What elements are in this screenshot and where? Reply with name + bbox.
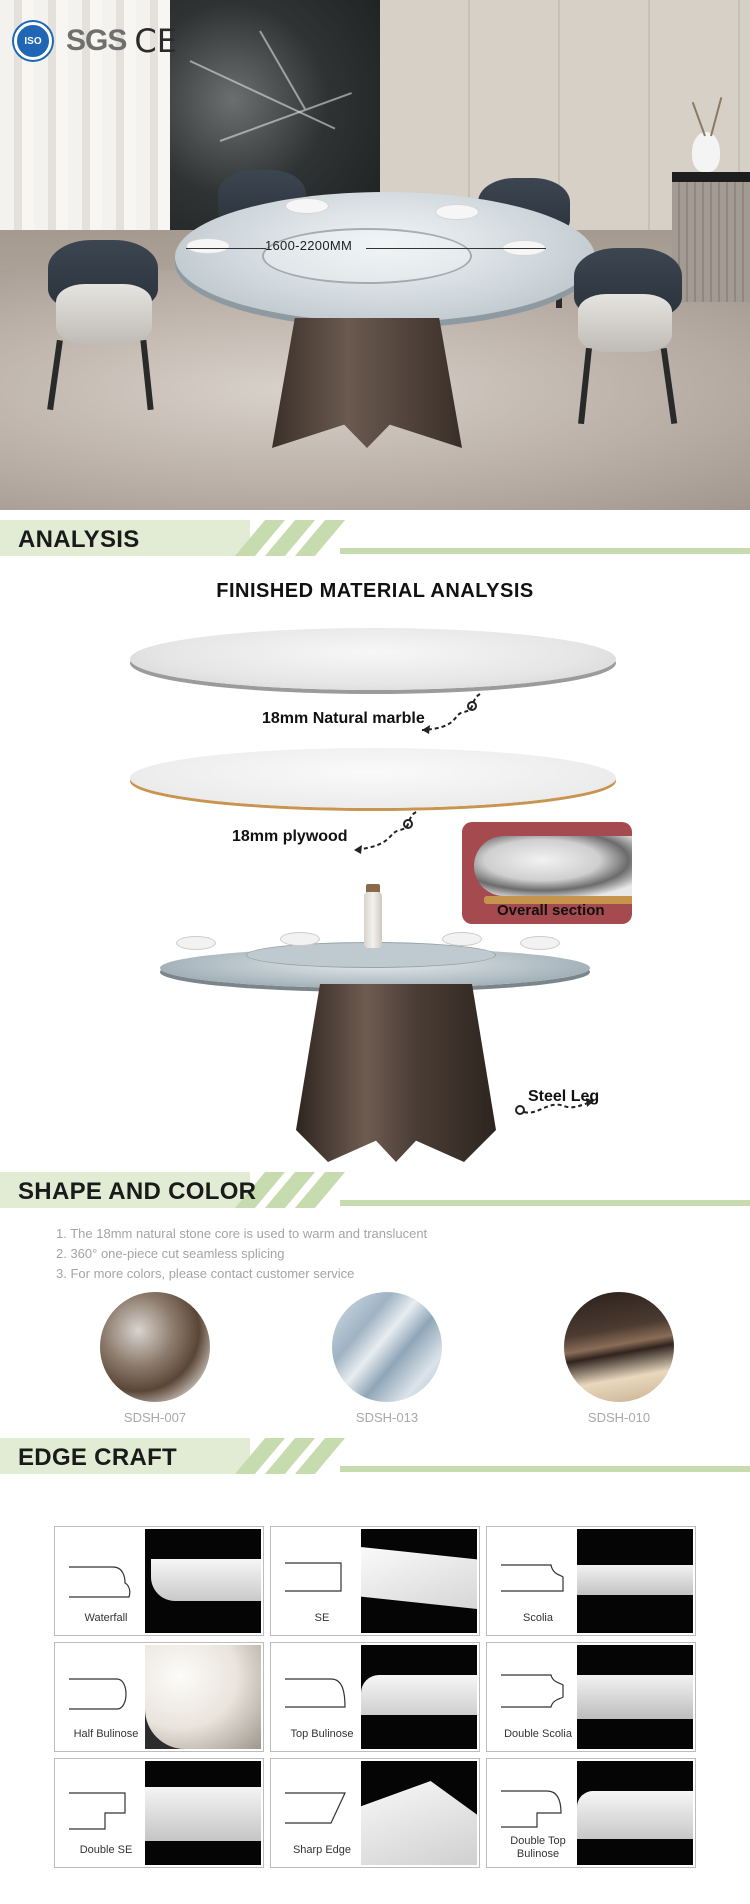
overall-section-label: Overall section: [497, 902, 605, 919]
double-scolia-profile-icon: [497, 1667, 567, 1723]
steel-leg-label: Steel Leg: [528, 1088, 600, 1105]
analysis-heading: FINISHED MATERIAL ANALYSIS: [216, 580, 534, 602]
swatch-label: SDSH-013: [355, 1410, 419, 1425]
edge-photo: [361, 1761, 477, 1865]
plate: [442, 932, 482, 946]
edge-option-sharp-edge[interactable]: [270, 1758, 480, 1868]
double-se-profile-icon: [65, 1783, 135, 1839]
section-title: SHAPE AND COLOR: [18, 1178, 257, 1205]
section-bar-analysis: [0, 520, 750, 560]
swatch-sdsh-010[interactable]: [564, 1292, 674, 1402]
edge-option-double-top-bulinose[interactable]: [486, 1758, 696, 1868]
note-item: 1. The 18mm natural stone core is used to warm and translucent: [56, 1226, 428, 1241]
vase: [692, 132, 720, 172]
edge-photo: [145, 1645, 261, 1749]
edge-photo: [145, 1529, 261, 1633]
edge-option-half-bulinose[interactable]: [54, 1642, 264, 1752]
plate: [176, 936, 216, 950]
edge-photo: [361, 1645, 477, 1749]
edge-name: Top Bulinose: [290, 1728, 354, 1740]
section-bar-shape-color: [0, 1172, 750, 1212]
marble-label: 18mm Natural marble: [262, 710, 425, 727]
swatch-label: SDSH-010: [587, 1410, 651, 1425]
plate: [435, 204, 479, 220]
sgs-logo: SGS: [66, 24, 127, 57]
edge-option-double-se[interactable]: [54, 1758, 264, 1868]
ce-mark: CE: [134, 22, 177, 60]
edge-photo: [577, 1529, 693, 1633]
note-item: 2. 360° one-piece cut seamless splicing: [56, 1246, 285, 1261]
edge-name: SE: [314, 1612, 330, 1624]
edge-photo: [577, 1645, 693, 1749]
sideboard: [672, 172, 750, 302]
lazy-susan: [262, 228, 472, 284]
bottle: [364, 892, 382, 948]
edge-option-double-scolia[interactable]: [486, 1642, 696, 1752]
se-profile-icon: [281, 1551, 351, 1607]
double-top-bulinose-profile-icon: [497, 1783, 567, 1839]
plate: [520, 936, 560, 950]
waterfall-profile-icon: [65, 1551, 135, 1607]
edge-name: Double Top Bulinose: [510, 1835, 566, 1860]
plate: [186, 238, 230, 254]
plywood-label: 18mm plywood: [232, 828, 348, 845]
section-title: ANALYSIS: [18, 526, 140, 553]
swatch-label: SDSH-007: [123, 1410, 187, 1425]
plate: [280, 932, 320, 946]
edge-photo: [577, 1761, 693, 1865]
edge-name: Scolia: [523, 1612, 553, 1624]
edge-name: Half Bulinose: [73, 1728, 139, 1740]
curved-arrow-icon: [344, 808, 424, 856]
edge-name: Double Scolia: [504, 1728, 572, 1740]
sharp-edge-profile-icon: [281, 1783, 351, 1839]
scolia-profile-icon: [497, 1551, 567, 1607]
swatch-sdsh-013[interactable]: [332, 1292, 442, 1402]
plywood-layer: [130, 748, 616, 808]
edge-name: Sharp Edge: [292, 1844, 352, 1856]
half-bulinose-profile-icon: [65, 1667, 135, 1723]
edge-photo: [361, 1529, 477, 1633]
edge-option-top-bulinose[interactable]: [270, 1642, 480, 1752]
note-item: 3. For more colors, please contact customer service: [56, 1266, 355, 1281]
edge-name: Waterfall: [84, 1612, 128, 1624]
shape-notes: [56, 1224, 427, 1284]
plate: [285, 198, 329, 214]
iso-badge-icon: ISO: [14, 22, 52, 60]
marble-layer: [130, 628, 616, 690]
edge-name: Double SE: [79, 1844, 133, 1856]
edge-option-se[interactable]: [270, 1526, 480, 1636]
steel-leg: [296, 984, 496, 1162]
dimension-label: 1600-2200MM: [265, 238, 353, 253]
certification-badges: [14, 22, 177, 60]
top-bulinose-profile-icon: [281, 1667, 351, 1723]
edge-photo: [145, 1761, 261, 1865]
dimension-line-right: [366, 248, 546, 249]
section-title: EDGE CRAFT: [18, 1444, 177, 1471]
edge-option-scolia[interactable]: [486, 1526, 696, 1636]
edge-option-waterfall[interactable]: [54, 1526, 264, 1636]
overall-section-inset: [462, 822, 632, 924]
dimension-line-left: [186, 248, 266, 249]
swatch-sdsh-007[interactable]: [100, 1292, 210, 1402]
section-slab: [474, 836, 632, 896]
table-pedestal: [272, 318, 462, 448]
hero-image: [0, 0, 750, 510]
section-bar-edge-craft: [0, 1438, 750, 1478]
